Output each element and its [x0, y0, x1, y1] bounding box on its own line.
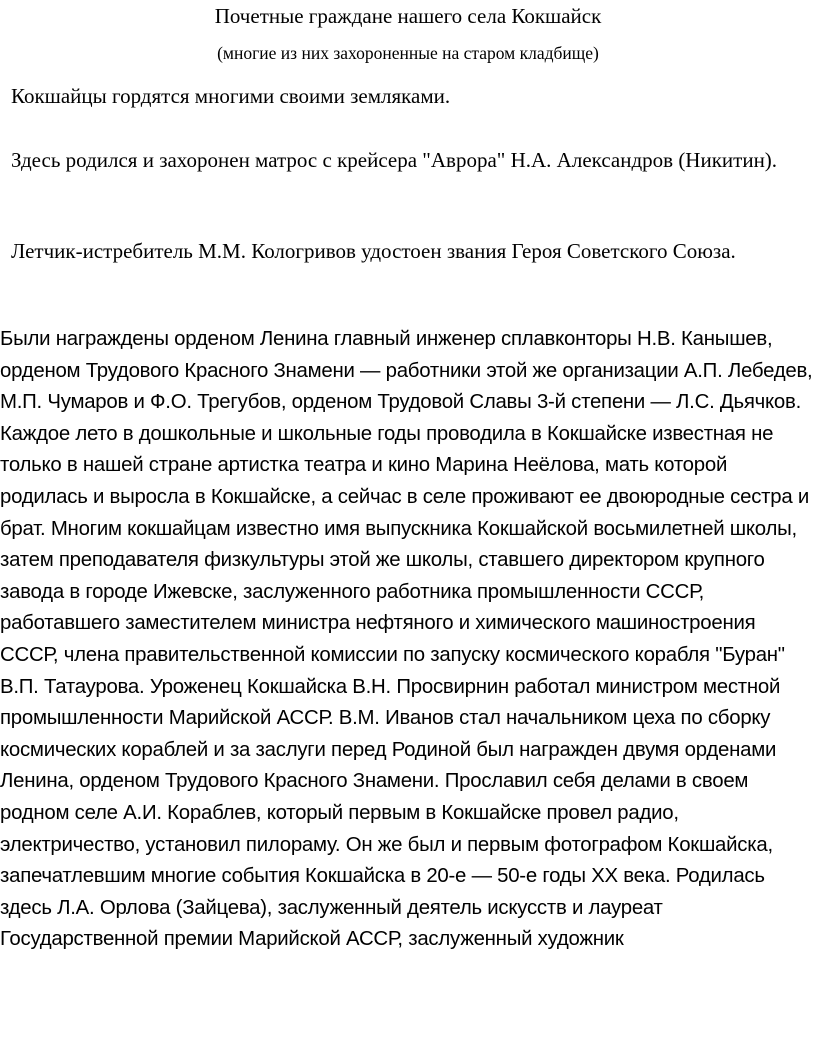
paragraph-intro: Кокшайцы гордятся многими своими земляками. [11, 84, 451, 108]
paragraph-pilot: Летчик-истребитель М.М. Кологривов удостоен звания Героя Советского Союза. [11, 239, 736, 263]
document-subtitle: (многие из них захороненные на старом кладбище) [217, 43, 599, 63]
paragraph-body: Были награждены орденом Ленина главный инженер сплавконторы Н.В. Канышев, орденом Трудового Красного Знамени — работники этой же организации А.П. Лебедев, М.П. Чумаров и Ф.О. Трегубов, орденом Трудовой Славы 3-й степени — Л.С. Дьячков. Каждое лето в дошкольные и школьные годы проводила в Кокшайске известная не только в нашей стране артистка театра и кино Марина Неёлова, мать которой родилась и выросла в Кокшайске, а сейчас в селе проживают ее двоюродные сестра и брат. Многим кокшайцам известно имя выпускника Кокшайской восьмилетней школы, затем преподавателя физкультуры этой же школы, ставшего директором крупного завода в городе Ижевске, заслуженного работника промышленности СССР, работавшего заместителем министра нефтяного и химического машиностроения СССР, члена правительственной комиссии по запуску космического корабля "Буран" В.П. Татаурова. Уроженец Кокшайска В.Н. Просвирнин работал министром местной промышленности Марийской АССР. В.М. Иванов стал начальником цеха по сборку космических кораблей и за заслуги перед Родиной был награжден двумя орденами Ленина, орденом Трудового Красного Знамени. Прославил себя делами в своем родном селе А.И. Кораблев, который первым в Кокшайске провел радио, электричество, установил пилораму. Он же был и первым фотографом Кокшайска, запечатлевшим многие события Кокшайска в 20-е — 50-е годы XX века. Родилась здесь Л.А. Орлова (Зайцева), заслуженный деятель искусств и лауреат Государственной премии Марийской АССР, заслуженный художник [0, 328, 813, 951]
paragraph-sailor: Здесь родился и захоронен матрос с крейсера "Аврора" Н.А. Александров (Никитин). [11, 148, 778, 172]
document-title: Почетные граждане нашего села Кокшайск [214, 4, 602, 28]
